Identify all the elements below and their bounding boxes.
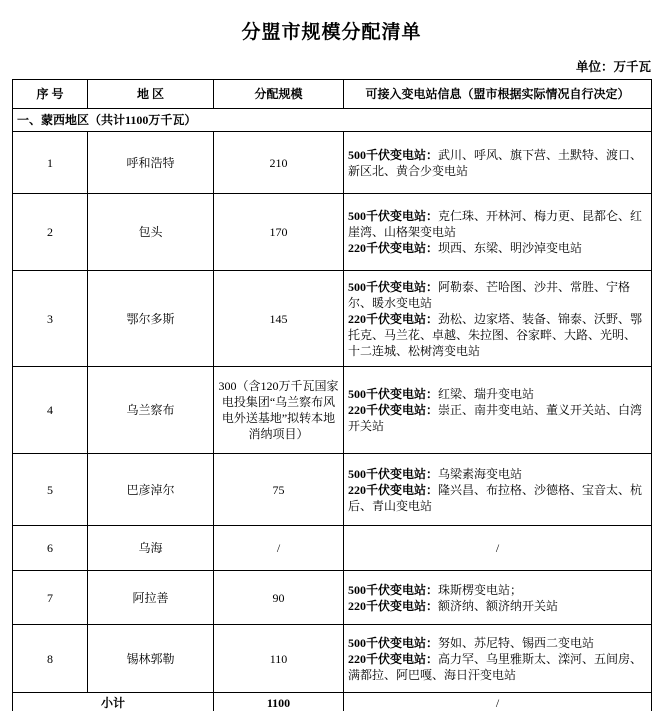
table-row [13, 625, 652, 693]
row-info: / [344, 526, 652, 571]
voltage-level-label: 220千伏变电站： [348, 311, 439, 326]
table-row [13, 454, 652, 526]
row-region: 乌海 [88, 526, 214, 571]
subtotal-row [13, 693, 652, 711]
row-scale: 90 [214, 571, 344, 625]
substation-names: 高力罕、乌里雅斯太、滦河、五间房、满都拉、阿巴嘎、海日汗变电站 [348, 651, 643, 682]
section-row [13, 109, 652, 132]
row-scale: 300（含120万千瓦国家电投集团“乌兰察布风电外送基地”拟转本地消纳项目） [214, 367, 344, 454]
substation-names: 乌梁素海变电站 [438, 466, 523, 481]
substation-info-line [348, 466, 647, 482]
table-row [13, 571, 652, 625]
voltage-level-label: 500千伏变电站： [348, 209, 439, 223]
row-no: 1 [13, 132, 88, 194]
table-body [13, 109, 652, 711]
substation-names: 坝西、东梁、明沙淖变电站 [438, 241, 583, 255]
row-region: 巴彦淖尔 [88, 454, 214, 526]
substation-names: 红梁、瑞升变电站 [438, 387, 535, 401]
substation-names: 阿勒泰、芒哈图、沙井、常胜、宁格尔、暖水变电站 [348, 279, 631, 310]
voltage-level-label: 500千伏变电站： [348, 635, 439, 650]
row-info [344, 271, 652, 367]
substation-info-line [348, 482, 647, 514]
table-row [13, 194, 652, 271]
page-title: 分盟市规模分配清单 [241, 22, 422, 43]
substation-info-line [348, 208, 647, 240]
voltage-level-label: 220千伏变电站： [348, 482, 439, 497]
voltage-level-label: 500千伏变电站： [348, 466, 439, 481]
substation-info-line [348, 651, 647, 683]
row-info [344, 625, 652, 693]
substation-names: 珠斯楞变电站； [438, 582, 523, 597]
substation-names: 崇正、南井变电站、董义开关站、白湾开关站 [348, 403, 643, 433]
header-region: 地 区 [88, 80, 214, 109]
substation-names: 克仁珠、开林河、梅力更、昆都仑、红崖湾、山格架变电站 [348, 209, 643, 239]
allocation-table [12, 79, 652, 711]
row-scale: 110 [214, 625, 344, 693]
row-region: 鄂尔多斯 [88, 271, 214, 367]
row-no: 3 [13, 271, 88, 367]
row-info [344, 571, 652, 625]
substation-names: 劲松、边家塔、装备、锦泰、沃野、鄂托克、马兰花、卓越、朱拉图、谷家畔、大路、光明、十二连城、松树湾变电站 [348, 311, 643, 358]
substation-names: 隆兴昌、布拉格、沙德格、宝音太、杭后、青山变电站 [348, 482, 643, 513]
substation-names: 努如、苏尼特、锡西二变电站 [438, 635, 595, 650]
row-no: 5 [13, 454, 88, 526]
unit-note: 单位：万千瓦 [575, 60, 651, 74]
voltage-level-label: 500千伏变电站： [348, 582, 439, 597]
subtotal-scale: 1100 [214, 693, 344, 711]
subtotal-label: 小计 [13, 693, 214, 711]
voltage-level-label: 220千伏变电站： [348, 403, 439, 417]
row-info [344, 454, 652, 526]
voltage-level-label: 220千伏变电站： [348, 241, 439, 255]
substation-info-line [348, 598, 647, 614]
substation-info-line [348, 582, 647, 598]
row-scale: / [214, 526, 344, 571]
row-region: 阿拉善 [88, 571, 214, 625]
row-region: 包头 [88, 194, 214, 271]
row-info [344, 194, 652, 271]
substation-info-line [348, 386, 647, 402]
row-no: 7 [13, 571, 88, 625]
substation-info-line [348, 147, 647, 179]
row-scale: 210 [214, 132, 344, 194]
substation-names: 额济纳、额济纳开关站 [438, 598, 559, 613]
row-info [344, 132, 652, 194]
row-region: 锡林郭勒 [88, 625, 214, 693]
substation-info-line [348, 635, 647, 651]
row-info [344, 367, 652, 454]
row-no: 8 [13, 625, 88, 693]
row-no: 6 [13, 526, 88, 571]
subtotal-info: / [344, 693, 652, 711]
voltage-level-label: 220千伏变电站： [348, 598, 439, 613]
voltage-level-label: 500千伏变电站： [348, 387, 439, 401]
header-scale: 分配规模 [214, 80, 344, 109]
header-substation-info: 可接入变电站信息（盟市根据实际情况自行决定） [344, 80, 652, 109]
row-scale: 170 [214, 194, 344, 271]
row-scale: 75 [214, 454, 344, 526]
table-row [13, 271, 652, 367]
table-row [13, 132, 652, 194]
substation-info-line [348, 402, 647, 434]
header-row [13, 80, 652, 109]
table-row [13, 367, 652, 454]
row-no: 2 [13, 194, 88, 271]
substation-info-line [348, 279, 647, 311]
section-label: 一、蒙西地区（共计1100万千瓦） [13, 109, 652, 132]
row-scale: 145 [214, 271, 344, 367]
row-no: 4 [13, 367, 88, 454]
substation-names: 武川、呼风、旗下营、土默特、渡口、新区北、黄合少变电站 [348, 147, 643, 178]
voltage-level-label: 500千伏变电站： [348, 147, 439, 162]
header-no: 序 号 [13, 80, 88, 109]
row-region: 乌兰察布 [88, 367, 214, 454]
substation-info-line [348, 240, 647, 256]
row-region: 呼和浩特 [88, 132, 214, 194]
voltage-level-label: 220千伏变电站： [348, 651, 439, 666]
table-row [13, 526, 652, 571]
substation-info-line [348, 311, 647, 359]
voltage-level-label: 500千伏变电站： [348, 279, 439, 294]
